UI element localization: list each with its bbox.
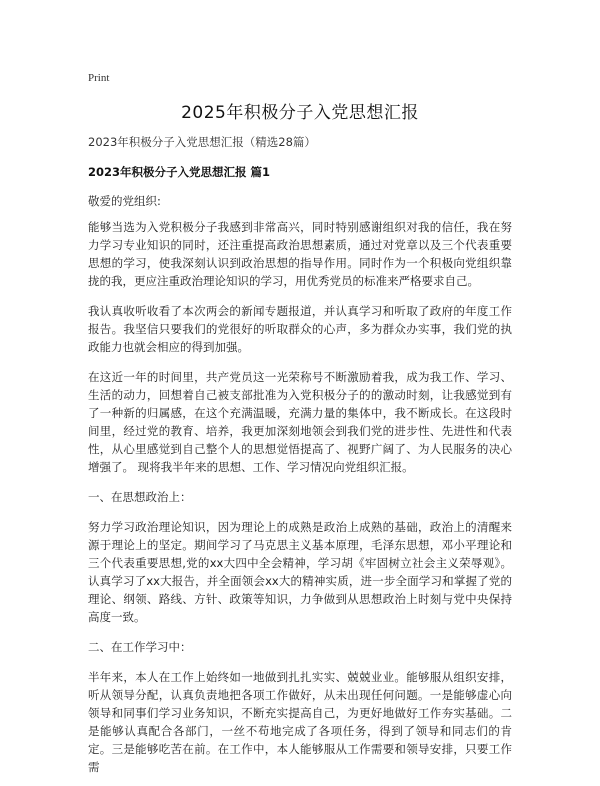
subheading-work-study: 二、在工作学习中： [88, 640, 192, 654]
document-body [88, 134, 512, 786]
greeting-line: 敬爱的党组织: [88, 194, 161, 208]
paragraph-two-sessions: 我认真收听收看了本次两会的新闻专题报道，并认真学习和听取了政府的年度工作报告。我坚信只要我们的党很好的听取群众的心声，多为群众办实事，我们党的执政能力也就会相应的得到加强。 [88, 304, 512, 354]
document-title: 2025年积极分子入党思想汇报 [181, 103, 419, 123]
section-heading: 2023年积极分子入党思想汇报 篇1 [88, 165, 271, 179]
paragraph-work-study: 半年来，本人在工作上始终如一地做到扎扎实实、兢兢业业。能够服从组织安排，听从领导分配，认真负责地把各项工作做好，从未出现任何问题。一是能够虚心向领导和同事们学习业务知识，不断充实提高自己，为更好地做好工作夯实基础。二是能够认真配合各部门，一丝不苟地完成了各项任务，得到了领导和同志们的肯定。三是能够吃苦在前。在工作中，本人能够服从工作需要和领导安排，只要工作需 [88, 670, 512, 774]
subheading-politics: 一、在思想政治上： [88, 490, 192, 504]
paragraph-year-review: 在这近一年的时间里，共产党员这一光荣称号不断激励着我，成为我工作、学习、生活的动力，回想着自己被支部批准为入党积极分子的的激动时刻，让我感觉到有了一种新的归属感，在这个充满温暖，充满力量的集体中，我不断成长。在这段时间里，经过党的教育、培养，我更加深刻地领会到我们党的进步性、先进性和代表性，从心里感觉到自己整个人的思想觉悟提高了、视野广阔了、为人民服务的决心增强了。 现将我半年来的思想、工作、学习情况向党组织汇报。 [88, 370, 512, 474]
paragraph-politics: 努力学习政治理论知识，因为理论上的成熟是政治上成熟的基础，政治上的清醒来源于理论上的坚定。期间学习了马克思主义基本原理，毛泽东思想，邓小平理论和三个代表重要思想,党的xx大四中全会精神，学习胡《牢固树立社会主义荣辱观》。认真学习了xx大报告，并全面领会xx大的精神实质，进一步全面学习和掌握了党的理论、纲领、路线、方针、政策等知识，力争做到从思想政治上时刻与党中央保持高度一致。 [88, 520, 512, 624]
document-subtitle: 2023年积极分子入党思想汇报（精选28篇） [88, 135, 316, 149]
paragraph-intro: 能够当选为入党积极分子我感到非常高兴，同时特别感谢组织对我的信任，我在努力学习专业知识的同时，还注重提高政治思想素质，通过对党章以及三个代表重要思想的学习，使我深刻认识到政治思想的指导作用。同时作为一个积极向党组织靠拢的我，更应注重政治理论知识的学习，用优秀党员的标准来严格要求自己。 [88, 220, 512, 288]
print-link[interactable]: Print [88, 72, 110, 84]
